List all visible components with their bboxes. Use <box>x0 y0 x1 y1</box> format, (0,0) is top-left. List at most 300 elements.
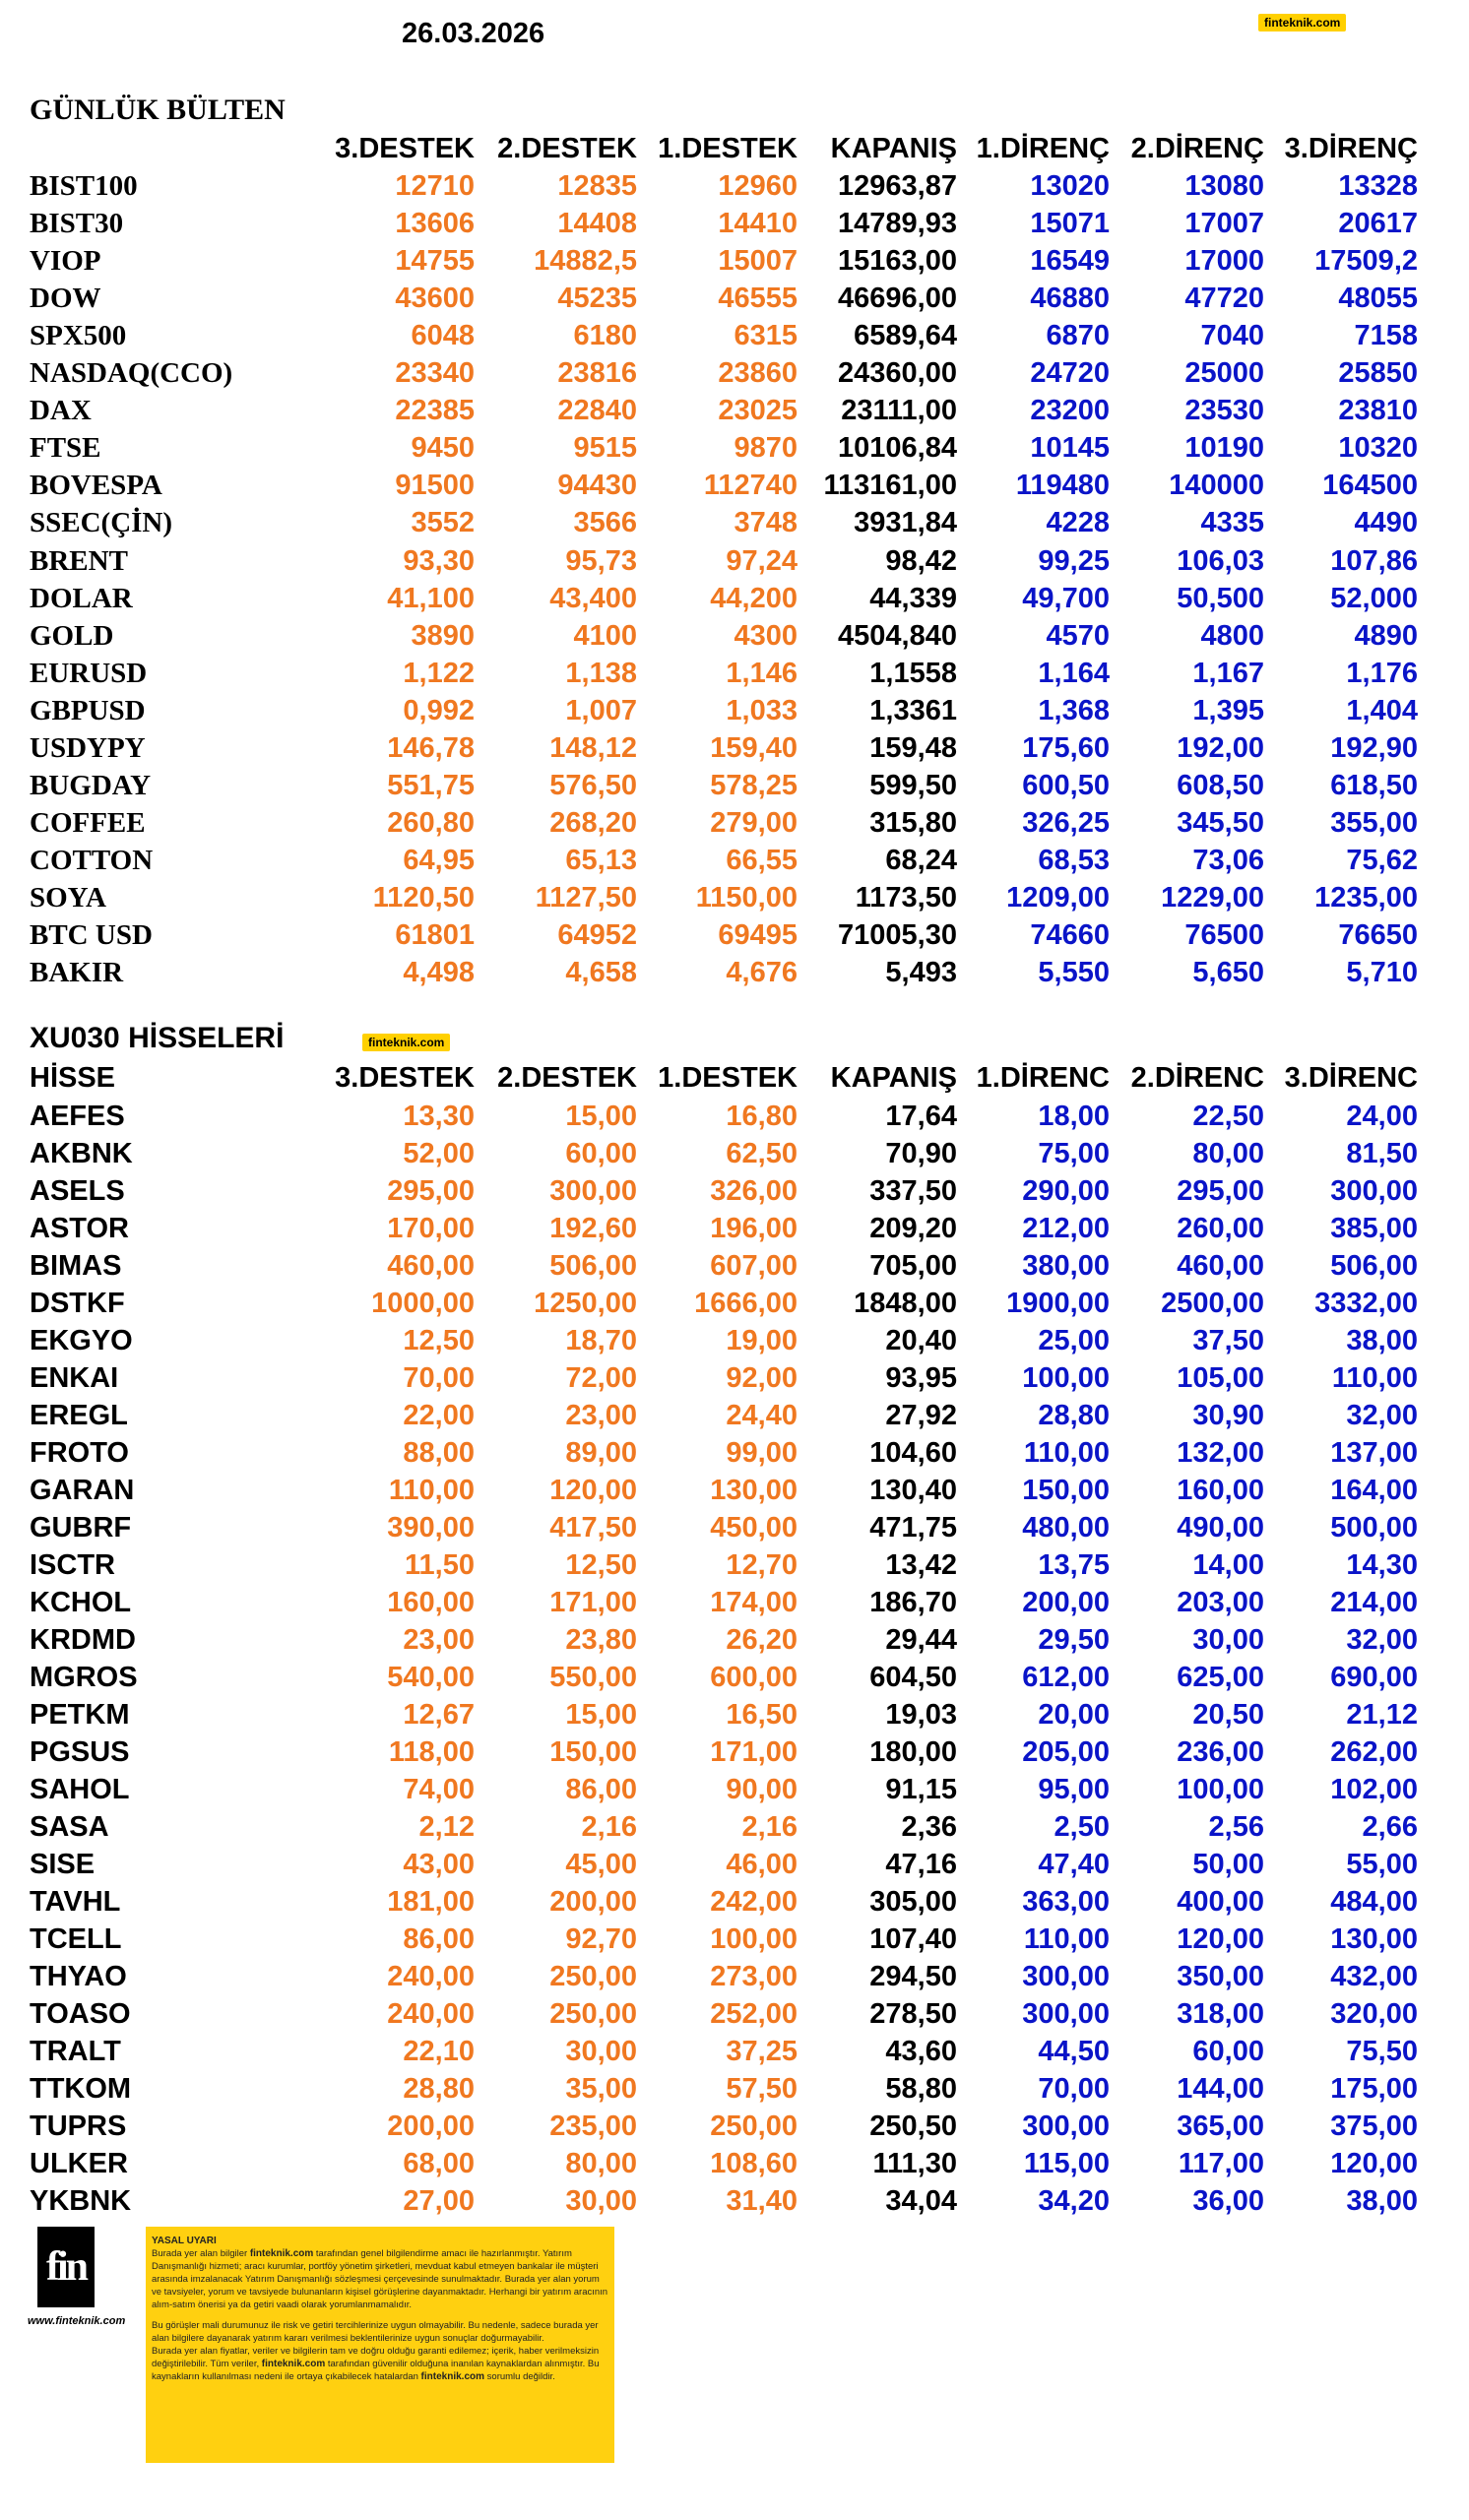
table-row <box>0 655 1469 692</box>
table-row <box>0 1771 1469 1808</box>
support-2-value: 45,00 <box>565 1849 637 1880</box>
resistance-3-value: 102,00 <box>1330 1774 1418 1805</box>
table-row <box>0 2145 1469 2182</box>
support-2-value: 18,70 <box>565 1325 637 1356</box>
resistance-1-value: 1,164 <box>1038 657 1110 689</box>
resistance-1-value: 4570 <box>1046 619 1110 652</box>
support-1-value: 46,00 <box>726 1849 798 1880</box>
support-3-value: 14755 <box>395 245 475 278</box>
disclaimer-text-1a: Burada yer alan bilgiler <box>152 2248 248 2259</box>
resistance-2-value: 460,00 <box>1177 1250 1264 1282</box>
close-price-value: 43,60 <box>885 2036 957 2067</box>
table-row <box>0 1210 1469 1247</box>
resistance-3-value: 300,00 <box>1330 1175 1418 1207</box>
daily-header-cell: 2.DİRENÇ <box>1130 133 1264 164</box>
brand-badge-top[interactable]: finteknik.com <box>1258 14 1346 32</box>
support-1-value: 23860 <box>718 357 798 390</box>
close-price-value: 13,42 <box>885 1549 957 1581</box>
resistance-3-value: 25850 <box>1338 357 1418 390</box>
support-1-value: 242,00 <box>710 1886 798 1918</box>
resistance-1-value: 1900,00 <box>1006 1288 1110 1319</box>
support-3-value: 3552 <box>411 507 475 539</box>
table-row <box>0 767 1469 804</box>
instrument-name: DAX <box>30 395 92 427</box>
resistance-2-value: 608,50 <box>1177 769 1264 801</box>
close-price-value: 91,15 <box>885 1774 957 1805</box>
resistance-1-value: 150,00 <box>1022 1475 1110 1506</box>
table-row <box>0 317 1469 354</box>
instrument-name: BUGDAY <box>30 769 152 801</box>
resistance-2-value: 132,00 <box>1177 1437 1264 1469</box>
support-2-value: 2,16 <box>581 1811 637 1843</box>
support-3-value: 22,00 <box>403 1400 475 1431</box>
table-row <box>0 1621 1469 1659</box>
support-2-value: 150,00 <box>549 1736 637 1768</box>
resistance-3-value: 3332,00 <box>1314 1288 1418 1319</box>
support-2-value: 235,00 <box>549 2110 637 2142</box>
support-1-value: 250,00 <box>710 2110 798 2142</box>
resistance-3-value: 32,00 <box>1346 1400 1418 1431</box>
close-price-value: 1173,50 <box>855 881 957 914</box>
resistance-2-value: 140000 <box>1169 470 1264 502</box>
resistance-3-value: 137,00 <box>1330 1437 1418 1469</box>
table-row <box>0 1322 1469 1359</box>
support-3-value: 68,00 <box>403 2148 475 2179</box>
resistance-3-value: 81,50 <box>1346 1138 1418 1169</box>
support-1-value: 1,033 <box>726 694 798 726</box>
instrument-name: SISE <box>30 1849 96 1880</box>
table-row <box>0 1958 1469 1995</box>
support-1-value: 130,00 <box>710 1475 798 1506</box>
support-3-value: 260,80 <box>387 806 475 839</box>
resistance-2-value: 117,00 <box>1178 2148 1264 2179</box>
support-1-value: 108,60 <box>710 2148 798 2179</box>
table-row <box>0 2182 1469 2220</box>
stocks-header-row <box>0 1059 1469 1097</box>
close-price-value: 130,40 <box>869 1475 957 1506</box>
table-row <box>0 1846 1469 1883</box>
table-row <box>0 1995 1469 2033</box>
resistance-3-value: 7158 <box>1354 320 1418 352</box>
support-1-value: 92,00 <box>726 1362 798 1394</box>
fin-logo-icon: fin <box>37 2227 95 2307</box>
resistance-2-value: 2,56 <box>1208 1811 1264 1843</box>
disclaimer-title: YASAL UYARI <box>152 2236 217 2246</box>
close-price-value: 93,95 <box>885 1362 957 1394</box>
close-price-value: 107,40 <box>869 1923 957 1955</box>
instrument-name: MGROS <box>30 1662 138 1693</box>
support-3-value: 1120,50 <box>372 881 475 914</box>
support-2-value: 30,00 <box>565 2036 637 2067</box>
support-2-value: 250,00 <box>549 1998 637 2030</box>
support-3-value: 70,00 <box>403 1362 475 1394</box>
instrument-name: ASELS <box>30 1175 125 1207</box>
table-row <box>0 804 1469 842</box>
instrument-name: DOLAR <box>30 582 133 614</box>
support-1-value: 69495 <box>718 919 798 951</box>
close-price-value: 10106,84 <box>838 432 957 465</box>
support-2-value: 64952 <box>557 919 637 951</box>
instrument-name: AEFES <box>30 1101 125 1132</box>
resistance-2-value: 236,00 <box>1177 1736 1264 1768</box>
resistance-1-value: 6870 <box>1046 320 1110 352</box>
resistance-3-value: 506,00 <box>1330 1250 1418 1282</box>
close-price-value: 29,44 <box>885 1624 957 1656</box>
table-row <box>0 1397 1469 1434</box>
table-row <box>0 617 1469 655</box>
resistance-2-value: 50,500 <box>1177 582 1264 614</box>
stocks-header-cell: 3.DESTEK <box>335 1062 475 1094</box>
table-row <box>0 1135 1469 1172</box>
close-price-value: 71005,30 <box>838 919 957 951</box>
resistance-2-value: 625,00 <box>1177 1662 1264 1693</box>
close-price-value: 186,70 <box>869 1587 957 1618</box>
resistance-1-value: 300,00 <box>1022 1998 1110 2030</box>
resistance-2-value: 4800 <box>1200 619 1264 652</box>
table-row <box>0 1247 1469 1285</box>
close-price-value: 337,50 <box>869 1175 957 1207</box>
resistance-1-value: 13,75 <box>1038 1549 1110 1581</box>
support-2-value: 14882,5 <box>534 245 637 278</box>
resistance-1-value: 46880 <box>1030 283 1110 315</box>
support-1-value: 279,00 <box>710 806 798 839</box>
table-row <box>0 580 1469 617</box>
instrument-name: KCHOL <box>30 1587 132 1618</box>
support-1-value: 66,55 <box>726 844 798 876</box>
resistance-1-value: 200,00 <box>1022 1587 1110 1618</box>
instrument-name: GUBRF <box>30 1512 132 1544</box>
table-row <box>0 692 1469 729</box>
support-2-value: 4,658 <box>565 957 637 989</box>
support-2-value: 1127,50 <box>535 881 637 914</box>
close-price-value: 471,75 <box>869 1512 957 1544</box>
support-2-value: 120,00 <box>549 1475 637 1506</box>
disclaimer-brand-1: finteknik.com <box>249 2248 314 2259</box>
instrument-name: SAHOL <box>30 1774 130 1805</box>
resistance-3-value: 5,710 <box>1346 957 1418 989</box>
support-3-value: 91500 <box>395 470 475 502</box>
resistance-2-value: 60,00 <box>1192 2036 1264 2067</box>
support-3-value: 1,122 <box>403 657 475 689</box>
table-row <box>0 2108 1469 2145</box>
table-row <box>0 467 1469 504</box>
support-3-value: 93,30 <box>403 544 475 577</box>
support-3-value: 74,00 <box>403 1774 475 1805</box>
support-2-value: 95,73 <box>565 544 637 577</box>
table-row <box>0 280 1469 317</box>
daily-bulletin-title: GÜNLÜK BÜLTEN <box>30 94 286 126</box>
resistance-1-value: 75,00 <box>1038 1138 1110 1169</box>
resistance-3-value: 618,50 <box>1330 769 1418 801</box>
stocks-header-cell: 2.DESTEK <box>497 1062 637 1094</box>
resistance-1-value: 119480 <box>1015 470 1110 502</box>
resistance-1-value: 115,00 <box>1023 2148 1110 2179</box>
resistance-1-value: 68,53 <box>1038 844 1110 876</box>
resistance-2-value: 30,90 <box>1192 1400 1264 1431</box>
resistance-3-value: 13328 <box>1338 170 1418 202</box>
disclaimer-brand-3: finteknik.com <box>420 2371 485 2382</box>
support-3-value: 61801 <box>395 919 475 951</box>
support-3-value: 118,00 <box>388 1736 475 1768</box>
close-price-value: 47,16 <box>885 1849 957 1880</box>
support-3-value: 12,67 <box>403 1699 475 1731</box>
close-price-value: 305,00 <box>869 1886 957 1918</box>
resistance-3-value: 2,66 <box>1362 1811 1418 1843</box>
resistance-3-value: 690,00 <box>1330 1662 1418 1693</box>
resistance-1-value: 15071 <box>1030 208 1110 240</box>
instrument-name: KRDMD <box>30 1624 136 1656</box>
resistance-1-value: 95,00 <box>1038 1774 1110 1805</box>
support-3-value: 52,00 <box>403 1138 475 1169</box>
brand-badge-middle[interactable]: finteknik.com <box>362 1034 450 1051</box>
support-2-value: 171,00 <box>549 1587 637 1618</box>
support-1-value: 100,00 <box>710 1923 798 1955</box>
support-3-value: 551,75 <box>387 769 475 801</box>
resistance-1-value: 20,00 <box>1038 1699 1110 1731</box>
resistance-1-value: 363,00 <box>1022 1886 1110 1918</box>
close-price-value: 15163,00 <box>838 245 957 278</box>
support-2-value: 576,50 <box>549 769 637 801</box>
daily-header-row <box>0 130 1469 167</box>
table-row <box>0 1172 1469 1210</box>
disclaimer-brand-2: finteknik.com <box>261 2359 326 2369</box>
resistance-3-value: 52,000 <box>1330 582 1418 614</box>
instrument-name: BRENT <box>30 544 128 577</box>
instrument-name: AKBNK <box>30 1138 133 1169</box>
instrument-name: BAKIR <box>30 957 124 989</box>
resistance-1-value: 70,00 <box>1038 2073 1110 2105</box>
instrument-name: BTC USD <box>30 919 153 951</box>
resistance-2-value: 106,03 <box>1177 544 1264 577</box>
support-1-value: 15007 <box>718 245 798 278</box>
support-1-value: 4300 <box>734 619 798 652</box>
support-3-value: 146,78 <box>387 731 475 764</box>
instrument-name: EURUSD <box>30 657 148 689</box>
resistance-1-value: 44,50 <box>1038 2036 1110 2067</box>
resistance-3-value: 24,00 <box>1346 1101 1418 1132</box>
close-price-value: 5,493 <box>885 957 957 989</box>
resistance-2-value: 1,395 <box>1192 694 1264 726</box>
close-price-value: 705,00 <box>869 1250 957 1282</box>
close-price-value: 1,3361 <box>869 694 957 726</box>
support-2-value: 1250,00 <box>534 1288 637 1319</box>
table-row <box>0 916 1469 954</box>
close-price-value: 68,24 <box>885 844 957 876</box>
report-date: 26.03.2026 <box>402 18 545 49</box>
support-2-value: 15,00 <box>565 1699 637 1731</box>
close-price-value: 104,60 <box>869 1437 957 1469</box>
support-2-value: 268,20 <box>549 806 637 839</box>
support-2-value: 14408 <box>557 208 637 240</box>
resistance-2-value: 17000 <box>1184 245 1264 278</box>
resistance-2-value: 37,50 <box>1192 1325 1264 1356</box>
resistance-1-value: 212,00 <box>1022 1213 1110 1244</box>
support-1-value: 273,00 <box>710 1961 798 1992</box>
resistance-2-value: 260,00 <box>1177 1213 1264 1244</box>
support-2-value: 200,00 <box>549 1886 637 1918</box>
support-1-value: 46555 <box>718 283 798 315</box>
instrument-name: TUPRS <box>30 2110 127 2142</box>
support-3-value: 11,50 <box>405 1549 475 1581</box>
support-1-value: 57,50 <box>726 2073 798 2105</box>
support-1-value: 12960 <box>718 170 798 202</box>
close-price-value: 12963,87 <box>838 170 957 202</box>
resistance-3-value: 484,00 <box>1330 1886 1418 1918</box>
table-row <box>0 1733 1469 1771</box>
support-1-value: 4,676 <box>726 957 798 989</box>
resistance-2-value: 105,00 <box>1177 1362 1264 1394</box>
daily-header-cell: 3.DİRENÇ <box>1284 133 1418 164</box>
resistance-2-value: 345,50 <box>1177 806 1264 839</box>
instrument-name: DOW <box>30 283 101 315</box>
close-price-value: 17,64 <box>885 1101 957 1132</box>
support-1-value: 14410 <box>718 208 798 240</box>
support-1-value: 12,70 <box>726 1549 798 1581</box>
table-row <box>0 1285 1469 1322</box>
support-3-value: 12710 <box>395 170 475 202</box>
support-3-value: 23,00 <box>403 1624 475 1656</box>
resistance-3-value: 164,00 <box>1330 1475 1418 1506</box>
resistance-1-value: 24720 <box>1030 357 1110 390</box>
table-row <box>0 842 1469 879</box>
resistance-3-value: 385,00 <box>1330 1213 1418 1244</box>
disclaimer-text-3a: Burada yer alan fiyatlar, veriler ve bilgilerin tam ve doğru olduğu garanti edilemez; içerik, haber verilmeksizin değiştirilebilir. Tüm veriler, <box>152 2346 600 2369</box>
instrument-name: DSTKF <box>30 1288 125 1319</box>
support-2-value: 43,400 <box>549 582 637 614</box>
table-row <box>0 242 1469 280</box>
table-row <box>0 1696 1469 1733</box>
resistance-2-value: 47720 <box>1184 283 1264 315</box>
resistance-3-value: 38,00 <box>1346 2185 1418 2217</box>
resistance-2-value: 80,00 <box>1192 1138 1264 1169</box>
resistance-3-value: 55,00 <box>1346 1849 1418 1880</box>
close-price-value: 599,50 <box>869 769 957 801</box>
close-price-value: 604,50 <box>869 1662 957 1693</box>
resistance-3-value: 75,50 <box>1346 2036 1418 2067</box>
table-row <box>0 1472 1469 1509</box>
resistance-2-value: 2500,00 <box>1161 1288 1264 1319</box>
support-3-value: 86,00 <box>403 1923 475 1955</box>
resistance-3-value: 432,00 <box>1330 1961 1418 1992</box>
support-2-value: 86,00 <box>565 1774 637 1805</box>
instrument-name: BIST100 <box>30 170 138 202</box>
close-price-value: 23111,00 <box>841 395 957 427</box>
close-price-value: 250,50 <box>869 2110 957 2142</box>
resistance-3-value: 320,00 <box>1330 1998 1418 2030</box>
resistance-3-value: 214,00 <box>1330 1587 1418 1618</box>
instrument-name: YKBNK <box>30 2185 132 2217</box>
table-row <box>0 504 1469 541</box>
resistance-1-value: 4228 <box>1046 507 1110 539</box>
table-row <box>0 167 1469 205</box>
close-price-value: 278,50 <box>869 1998 957 2030</box>
support-1-value: 1666,00 <box>694 1288 798 1319</box>
resistance-1-value: 480,00 <box>1022 1512 1110 1544</box>
support-1-value: 23025 <box>718 395 798 427</box>
close-price-value: 14789,93 <box>838 208 957 240</box>
close-price-value: 111,30 <box>872 2148 957 2179</box>
support-2-value: 65,13 <box>565 844 637 876</box>
support-2-value: 92,70 <box>565 1923 637 1955</box>
support-3-value: 3890 <box>411 619 475 652</box>
resistance-2-value: 36,00 <box>1192 2185 1264 2217</box>
resistance-2-value: 13080 <box>1184 170 1264 202</box>
resistance-2-value: 23530 <box>1184 395 1264 427</box>
instrument-name: SOYA <box>30 881 106 914</box>
instrument-name: COFFEE <box>30 806 146 839</box>
close-price-value: 4504,840 <box>838 619 957 652</box>
resistance-3-value: 10320 <box>1338 432 1418 465</box>
resistance-3-value: 175,00 <box>1330 2073 1418 2105</box>
disclaimer-text-3c: sorumlu değildir. <box>486 2371 555 2382</box>
daily-header-cell: 1.DESTEK <box>658 133 798 164</box>
close-price-value: 98,42 <box>885 544 957 577</box>
close-price-value: 34,04 <box>885 2185 957 2217</box>
close-price-value: 20,40 <box>885 1325 957 1356</box>
resistance-2-value: 192,00 <box>1177 731 1264 764</box>
daily-header-cell: 1.DİRENÇ <box>976 133 1110 164</box>
resistance-3-value: 107,86 <box>1330 544 1418 577</box>
footer-url[interactable]: www.finteknik.com <box>28 2315 126 2327</box>
resistance-3-value: 14,30 <box>1346 1549 1418 1581</box>
support-3-value: 13,30 <box>403 1101 475 1132</box>
close-price-value: 209,20 <box>869 1213 957 1244</box>
stocks-header-cell: 1.DİRENC <box>976 1062 1110 1094</box>
support-2-value: 22840 <box>557 395 637 427</box>
support-2-value: 72,00 <box>565 1362 637 1394</box>
instrument-name: COTTON <box>30 844 154 876</box>
support-3-value: 43600 <box>395 283 475 315</box>
resistance-3-value: 262,00 <box>1330 1736 1418 1768</box>
support-2-value: 1,138 <box>565 657 637 689</box>
table-row <box>0 1808 1469 1846</box>
support-2-value: 148,12 <box>549 731 637 764</box>
support-3-value: 170,00 <box>387 1213 475 1244</box>
instrument-name: EREGL <box>30 1400 128 1431</box>
resistance-3-value: 4490 <box>1354 507 1418 539</box>
support-2-value: 23,80 <box>565 1624 637 1656</box>
close-price-value: 294,50 <box>869 1961 957 1992</box>
resistance-2-value: 318,00 <box>1177 1998 1264 2030</box>
resistance-1-value: 205,00 <box>1022 1736 1110 1768</box>
support-1-value: 607,00 <box>710 1250 798 1282</box>
instrument-name: GOLD <box>30 619 114 652</box>
support-2-value: 12835 <box>557 170 637 202</box>
support-2-value: 15,00 <box>565 1101 637 1132</box>
instrument-name: GBPUSD <box>30 694 146 726</box>
support-1-value: 62,50 <box>726 1138 798 1169</box>
close-price-value: 159,48 <box>869 731 957 764</box>
resistance-3-value: 110,00 <box>1331 1362 1418 1394</box>
resistance-3-value: 355,00 <box>1330 806 1418 839</box>
table-row <box>0 392 1469 429</box>
support-2-value: 60,00 <box>565 1138 637 1169</box>
stocks-section-title: XU030 HİSSELERİ <box>30 1022 285 1054</box>
instrument-name: EKGYO <box>30 1325 133 1356</box>
resistance-1-value: 100,00 <box>1022 1362 1110 1394</box>
close-price-value: 315,80 <box>869 806 957 839</box>
support-3-value: 64,95 <box>403 844 475 876</box>
support-2-value: 12,50 <box>565 1549 637 1581</box>
resistance-1-value: 612,00 <box>1022 1662 1110 1693</box>
resistance-3-value: 32,00 <box>1346 1624 1418 1656</box>
resistance-1-value: 300,00 <box>1022 1961 1110 1992</box>
close-price-value: 46696,00 <box>838 283 957 315</box>
resistance-3-value: 76650 <box>1338 919 1418 951</box>
support-3-value: 1000,00 <box>371 1288 475 1319</box>
resistance-1-value: 380,00 <box>1022 1250 1110 1282</box>
support-3-value: 160,00 <box>387 1587 475 1618</box>
